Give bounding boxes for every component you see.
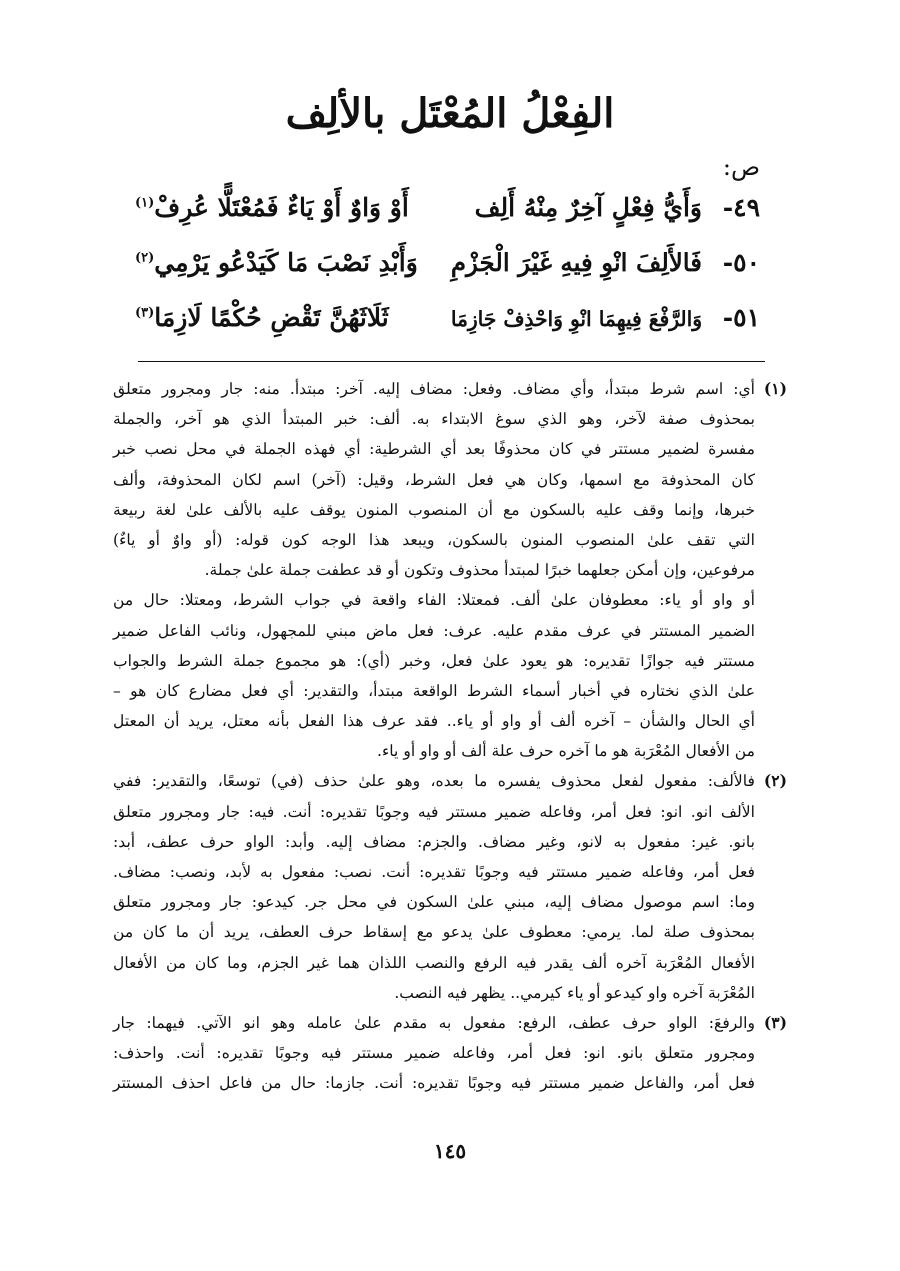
footnote-line: بمحذوف صفة لآخر، وهو الذي سوغ الابتداء به. ألف: خبر المبتدأ الذي هو آخر، والجملة (113, 410, 755, 429)
footnote-line: مرفوعين، وإن أمكن جعلهما خبرًا لمبتدأ محذوف وتكون أو قد عطفت جملة علىٰ جملة. (204, 561, 755, 580)
footnote-line: الألف انو. انو: فعل أمر، وفاعله ضمير مستتر فيه وجوبًا تقديره: أنت. فيه: جار ومجرور متعلق (113, 802, 755, 821)
verse-right-hemistich: فَالأَلِفَ انْوِ فِيهِ غَيْرَ الْجَزْمِ (450, 248, 702, 277)
footnote-line: خبرها، وإنما وقف عليه بالسكون مع أن المنصوب المنون يوقف عليه بالألف علىٰ لغة ربيعة (113, 500, 755, 519)
footnote-line: كان المحذوفة مع اسمها، وكان هي فعل الشرط، وقيل: (آخر) اسم لكان المحذوفة، وألف (113, 470, 755, 489)
footnote-1 (113, 374, 787, 766)
footnote-mark: (١) (135, 195, 155, 211)
verse-right-hemistich: وَالرَّفْعَ فِيهِمَا انْوِ وَاحْذِفْ جَازِمَا (450, 307, 702, 331)
verse-left-text: وَأَبْدِ نَصْبَ مَا كَيَدْعُو يَرْمِي (154, 248, 418, 277)
verse-49 (135, 186, 760, 241)
footnote-2 (113, 766, 787, 1008)
verse-right-hemistich: وَأَيُّ فِعْلٍ آخِرٌ مِنْهُ أَلِف (474, 193, 702, 222)
footnote-3 (113, 1008, 787, 1099)
footnote-line: المُعْرَبة آخره واو كيدعو أو ياء كيرمي.. يظهر فيه النصب. (394, 983, 755, 1002)
verse-left-hemistich (135, 186, 452, 230)
footnote-mark: (٢) (135, 250, 155, 266)
verse-51 (135, 296, 760, 351)
verse-number: ٤٩- (722, 193, 760, 222)
footnote-line: الأفعال المُعْرَبة آخره ألف يقدر فيه الرفع والنصب اللذان هما غير الجزم، وما كان من الأفعال (113, 953, 755, 972)
footnote-number: (٣) (763, 1012, 787, 1032)
footnote-line: الضمير المستتر في عرف مقدم عليه. عرف: فعل ماض مبني للمجهول، ونائب الفاعل ضمير (113, 621, 755, 640)
verse-left-text: أَوْ وَاوٌ أَوْ يَاءٌ فَمُعْتَلًّا عُرِفْ (154, 193, 409, 222)
footnote-line: أي الحال والشأن – آخره ألف أو واو أو ياء.. فقد عرف هذا الفعل بأنه معتل، يريد أن المعتل (113, 712, 755, 731)
verse-left-hemistich (135, 296, 452, 340)
footnote-line: بمحذوف صلة لما. يرمي: معطوف علىٰ يدعو مع إسقاط حرف العطف، يريد أن ما كان من (113, 923, 755, 942)
footnote-line: أو واو أو ياء: معطوفان علىٰ ألف. فمعتلا: الفاء واقعة في جواب الشرط، ومعتلا: حال من (113, 591, 755, 610)
footnote-line: فالألف: مفعول لفعل محذوف يفسره ما بعده، وهو علىٰ حذف (في) توسعًا، والتقدير: ففي (113, 772, 755, 791)
verse-number: ٥١- (722, 303, 760, 332)
footnote-line: مفسرة لضمير مستتر في كان محذوفًا بعد أي الشرطية: أي فهذه الجملة في محل نصب خبر (113, 440, 755, 459)
verse-marker: ص: (722, 153, 760, 181)
footnote-line: أي: اسم شرط مبتدأ، وأي مضاف. وفعل: مضاف إليه. آخر: مبتدأ. منه: جار ومجرور متعلق (113, 380, 755, 398)
footnote-line: وما: اسم موصول مضاف إليه، مبني علىٰ السكون في محل جر. كيدعو: جار ومجرور متعلق (113, 893, 755, 912)
footnote-line: فعل أمر، والفاعل ضمير مستتر فيه وجوبًا تقديره: أنت. جازما: حال من فاعل احذف المستتر (113, 1074, 755, 1093)
verse-number: ٥٠- (722, 248, 760, 277)
footnote-line: مستتر فيه جوازًا تقديره: هو يعود علىٰ فعل، وخبر (أي): هو مجموع جملة الشرط والجواب (113, 651, 755, 670)
chapter-title: الفِعْلُ المُعْتَل بالألِف (285, 90, 615, 137)
footnote-line: التي تقف علىٰ المنصوب المنون بالسكون، ويبعد هذا الوجه كون قوله: (أو واوٌ أو ياءٌ) (113, 530, 755, 549)
footnotes-block (113, 374, 787, 1099)
footnote-line: ومجرور متعلق بانو. انو: فعل أمر، وفاعله ضمير مستتر فيه وجوبًا تقديره: أنت. واحذف: (113, 1044, 755, 1063)
footnote-line: والرفعَ: الواو حرف عطف، الرفع: مفعول به مقدم علىٰ عامله وهو انو الآتي. فيهما: جار (113, 1013, 755, 1032)
footnote-line: بانو. غير: مفعول به لانو، وغير مضاف. والجزم: مضاف إليه. وأبد: الواو حرف عطف، أبد: (113, 832, 755, 851)
footnote-separator (138, 361, 765, 362)
footnote-number: (١) (763, 379, 787, 398)
page-number: ١٤٥ (433, 1139, 467, 1163)
verses-block (135, 186, 760, 351)
footnote-mark: (٣) (135, 305, 155, 321)
footnote-line: فعل أمر، وفاعله ضمير مستتر فيه وجوبًا تقديره: أنت. نصب: مفعول به لأبد، ونصب: مضاف. (113, 863, 755, 881)
verse-50 (135, 241, 760, 296)
verse-left-hemistich (135, 241, 452, 285)
footnote-number: (٢) (763, 771, 787, 791)
verse-left-text: ثَلَاثَهُنَّ تَقْضِ حُكْمًا لَازِمَا (154, 303, 389, 332)
footnote-line: علىٰ الذي نختاره في أخبار أسماء الشرط الواقعة مبتدأ، والتقدير: أي فعل مضارع كان هو – (113, 681, 755, 700)
footnote-line: من الأفعال المُعْرَبة هو ما آخره حرف علة ألف أو واو أو ياء. (376, 742, 755, 761)
